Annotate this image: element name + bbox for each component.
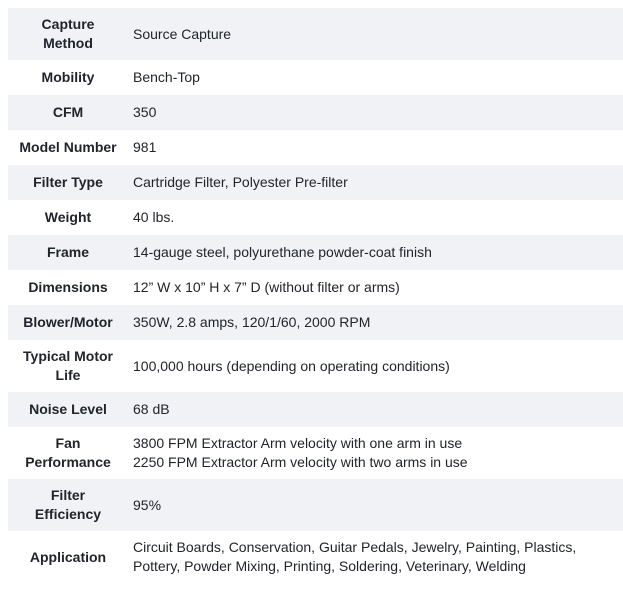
spec-value-line: Cartridge Filter, Polyester Pre-filter	[133, 174, 348, 190]
spec-value-line: 14-gauge steel, polyurethane powder-coat finish	[133, 244, 432, 260]
spec-value-line: 981	[133, 139, 157, 155]
spec-row	[8, 392, 623, 427]
spec-value-line: 40 lbs.	[133, 209, 175, 225]
spec-value-line: Circuit Boards, Conservation, Guitar Pedals, Jewelry, Painting, Plastics, Pottery, Powder Mixing, Printing, Soldering, Veterinary, Welding	[133, 539, 577, 574]
spec-row	[8, 8, 623, 60]
spec-row	[8, 200, 623, 235]
spec-value-line: 68 dB	[133, 401, 170, 417]
spec-value-line: 100,000 hours (depending on operating conditions)	[133, 357, 450, 374]
spec-row-value	[128, 306, 623, 339]
spec-row	[8, 340, 623, 392]
spec-row	[8, 130, 623, 165]
spec-row-value	[128, 201, 623, 234]
spec-row-value	[128, 531, 623, 583]
spec-row-value	[128, 131, 623, 164]
spec-row-label: Dimensions	[28, 279, 108, 295]
spec-row-label: Noise Level	[29, 401, 107, 417]
spec-row-label: Fan Performance	[25, 435, 111, 470]
spec-row	[8, 531, 623, 583]
spec-row-label: Capture Method	[41, 16, 95, 51]
spec-row	[8, 235, 623, 270]
spec-row-value	[128, 166, 623, 199]
spec-row	[8, 479, 623, 531]
spec-value-line: 95%	[133, 496, 162, 513]
spec-row-value	[128, 236, 623, 269]
spec-row-label: Weight	[44, 209, 92, 225]
spec-row-value	[128, 427, 623, 479]
spec-row-label: Filter Type	[33, 174, 103, 190]
spec-value-line: 350W, 2.8 amps, 120/1/60, 2000 RPM	[133, 314, 371, 330]
spec-row-label: Filter Efficiency	[34, 487, 102, 522]
spec-value-line: Bench-Top	[133, 69, 200, 85]
spec-row	[8, 165, 623, 200]
spec-value-line: 2250 FPM Extractor Arm velocity with two arms in use	[133, 454, 468, 470]
spec-row-value	[128, 393, 623, 426]
spec-row	[8, 305, 623, 340]
spec-row-value	[128, 350, 623, 383]
spec-row-value	[128, 18, 623, 51]
spec-row-label: CFM	[52, 104, 84, 120]
spec-row-value	[128, 271, 623, 304]
spec-row-value	[128, 489, 623, 522]
spec-value-line: 350	[133, 104, 157, 120]
product-spec-table	[8, 8, 623, 583]
spec-row-value	[128, 61, 623, 94]
spec-row-label: Mobility	[41, 69, 95, 85]
spec-row-label: Frame	[46, 244, 90, 260]
spec-row	[8, 427, 623, 479]
spec-row	[8, 95, 623, 130]
spec-row-label: Application	[29, 548, 107, 565]
spec-row-label: Model Number	[19, 139, 117, 155]
spec-row-value	[128, 96, 623, 129]
spec-value-line: 3800 FPM Extractor Arm velocity with one arm in use	[133, 435, 463, 451]
spec-value-line: 12” W x 10” H x 7” D (without filter or arms)	[133, 279, 400, 295]
spec-row	[8, 60, 623, 95]
spec-row-label: Blower/Motor	[23, 314, 113, 330]
spec-row	[8, 270, 623, 305]
spec-row-label: Typical Motor Life	[23, 348, 113, 383]
spec-value-line: Source Capture	[133, 25, 232, 42]
